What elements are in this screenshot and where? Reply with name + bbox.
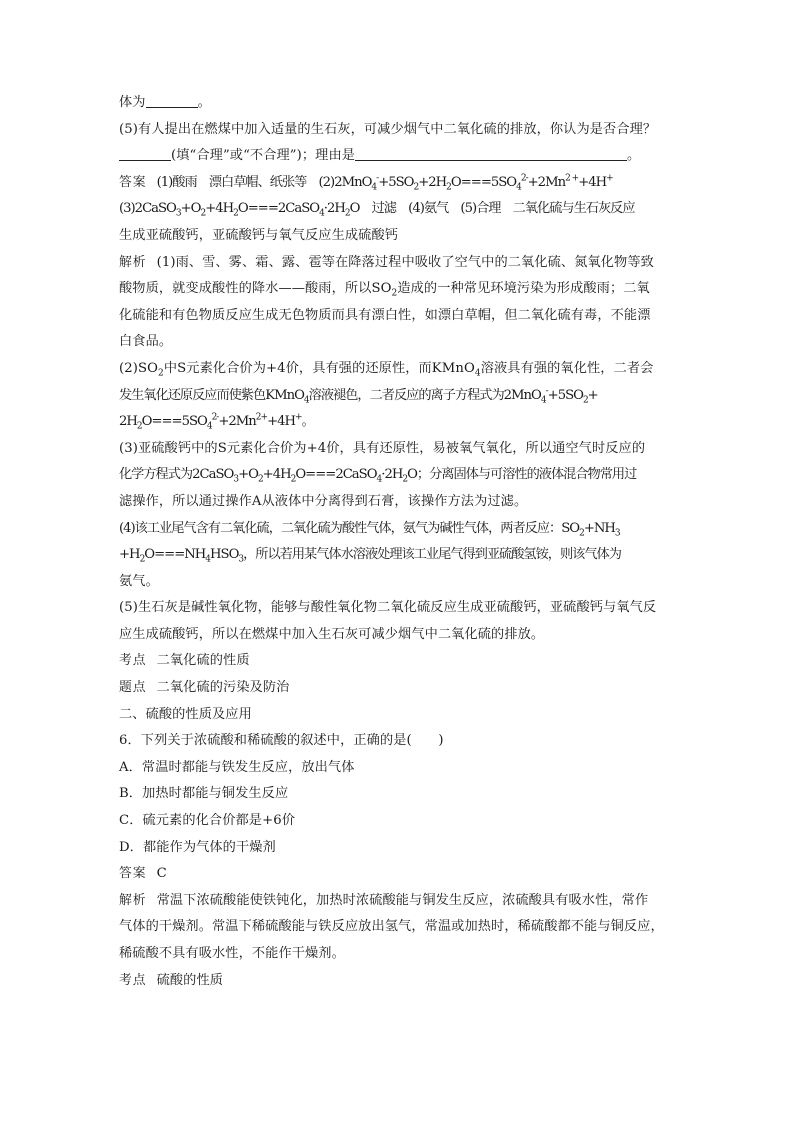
subscript: 2: [200, 209, 206, 220]
analysis-label: 解析: [119, 892, 147, 908]
subscript: 3: [238, 554, 244, 565]
subscript: 4: [516, 182, 521, 193]
text: (4)该工业尾气含有二氧化硫，二氧化硫为酸性气体，氨气为碱性气体，两者反应：SO: [119, 520, 580, 536]
text: O===2CaSO: [295, 467, 377, 483]
text: ·2H: [323, 201, 345, 217]
analysis-p3-line-2: [119, 462, 679, 489]
subscript: 4: [540, 395, 546, 406]
q5-line-3: [119, 143, 679, 170]
kaodian-line: [119, 648, 679, 675]
q6-option-a[interactable]: A．常温时都能与铁发生反应，放出气体: [119, 759, 355, 775]
kaodian-label: 考点: [119, 972, 147, 988]
analysis-p4-line-3: 氨气。: [119, 573, 159, 589]
subscript: 4: [319, 209, 324, 220]
text: (3)2CaSO: [119, 201, 176, 217]
text: 溶液褪色，二者反应的离子方程式为2MnO: [308, 387, 541, 403]
answer-label: 答案: [119, 866, 147, 882]
superscript: 2+: [255, 412, 268, 423]
text: O 过滤 (4)氨气 (5)合理 二氧化硫与生石灰反应: [349, 201, 635, 217]
analysis-label: 解析: [119, 254, 147, 270]
reason-blank[interactable]: [355, 146, 627, 161]
text: 发生氧化还原反应而使紫色KMnO: [119, 387, 304, 403]
text: (填“合理”或“不合理”)；理由是: [171, 148, 356, 164]
subscript: 3: [233, 474, 239, 485]
q6-stem: 6．下列关于浓硫酸和稀硫酸的叙述中，正确的是( ): [119, 733, 444, 749]
text: 硫酸的性质: [156, 972, 224, 988]
superscript: 2-: [211, 412, 219, 423]
text: +5SO: [378, 174, 414, 190]
subscript: 4: [371, 182, 377, 193]
subscript: 2: [158, 368, 164, 379]
answer-label: 答案: [119, 174, 147, 190]
text: 常温下浓硫酸能使铁钝化，加热时浓硫酸能与铜发生反应，浓硫酸具有吸水性，常作: [156, 892, 649, 908]
text: O===NH: [144, 547, 206, 563]
subscript: 2: [257, 474, 263, 485]
tidian-line: [119, 675, 679, 702]
analysis-p1-line-3: 化硫能和有色物质反应生成无色物质而具有漂白性，如漂白草帽，但二氧化硫有毒，不能漂: [119, 307, 651, 323]
answer-value: C: [156, 866, 167, 882]
answer-line-3: 生成亚硫酸钙，亚硫酸钙与氧气反应生成硫酸钙: [119, 227, 399, 243]
subscript: 2: [233, 209, 238, 220]
text: O===5SO: [450, 174, 517, 190]
q6-analysis-line-1: [119, 888, 679, 915]
text: 酸物质，就变成酸性的降水——酸雨，所以SO: [119, 281, 392, 297]
text: +2H: [418, 174, 447, 190]
analysis-p5-line-2: 应生成硫酸钙，所以在燃煤中加入生石灰可减少烟气中二氧化硫的排放。: [119, 626, 545, 642]
analysis-p1-line-4: 白食品。: [119, 334, 173, 350]
text: O===5SO: [141, 414, 207, 430]
subscript: 2: [446, 182, 451, 193]
superscript: 2 +: [565, 173, 579, 184]
text: 。: [301, 414, 314, 430]
superscript: 2-: [520, 173, 528, 184]
analysis-p3-line-3: 滤操作，所以通过操作A从液体中分离得到石膏，该操作方法为过滤。: [119, 493, 528, 509]
text: ·2H: [381, 467, 403, 483]
q6-option-b[interactable]: B．加热时都能与铜发生反应: [119, 786, 289, 802]
subscript: 2: [136, 421, 142, 432]
subscript: 4: [205, 554, 211, 565]
analysis-p5-line-1: (5)生石灰是碱性氧化物，能够与酸性氧化物二氧化硫反应生成亚硫酸钙，亚硫酸钙与氧气反: [119, 600, 657, 616]
text: 。: [197, 95, 211, 110]
q6-answer-line: [119, 861, 679, 888]
text: O；分离固体与可溶性的液体混合物常用过: [407, 467, 637, 483]
text: +4H: [262, 467, 291, 483]
analysis-p4-line-1: [119, 516, 679, 543]
subscript: 4: [376, 474, 382, 485]
text: HSO: [210, 547, 239, 563]
subscript: 3: [175, 209, 181, 220]
q6-kaodian-line: [119, 968, 679, 995]
kaodian-label: 考点: [119, 653, 147, 669]
text: +: [587, 387, 598, 403]
text: +2Mn: [218, 414, 256, 430]
text: 二氧化硫的性质: [156, 653, 250, 669]
subscript: 2: [582, 395, 588, 406]
q6-option-c[interactable]: C．硫元素的化合价都是+6价: [119, 813, 295, 829]
subscript: 4: [206, 421, 212, 432]
analysis-p2-line-1: [119, 356, 679, 383]
analysis-p2-line-3: [119, 409, 679, 436]
answer-line-2: [119, 196, 679, 223]
subscript: 2: [344, 209, 350, 220]
q6-analysis-line-2: 气体的干燥剂。常温下稀硫酸能与铁反应放出氢气，常温或加热时，稀硫酸都不能与铜反应，: [119, 919, 664, 935]
section-title: 二、硫酸的性质及应用: [119, 706, 252, 722]
subscript: 3: [614, 528, 620, 539]
text: 化学方程式为2CaSO: [119, 467, 234, 483]
text: (2)SO: [119, 360, 159, 376]
text: 。: [627, 148, 641, 164]
q5-question-5: (5)有人提出在燃煤中加入适量的生石灰，可减少烟气中二氧化硫的排放，你认为是否合理？: [119, 121, 657, 137]
text: ，所以若用某气体水溶液处理该工业尾气得到亚硫酸氢铵，则该气体为: [243, 547, 621, 563]
text: +2Mn: [527, 174, 566, 190]
answer-blank[interactable]: [146, 93, 198, 108]
text: +O: [180, 201, 201, 217]
answer-blank[interactable]: [119, 146, 171, 161]
subscript: 2: [579, 528, 584, 539]
text: 造成的一种常见环境污染为形成酸雨；二氧: [397, 281, 650, 297]
text: 中S元素化合价为+4价，具有强的还原性，而KMnO: [163, 360, 475, 376]
subscript: 2: [413, 182, 419, 193]
text: 体为: [119, 95, 146, 110]
text: 2H: [119, 414, 137, 430]
subscript: 2: [402, 474, 408, 485]
text: 溶液具有强的氧化性，二者会: [480, 360, 654, 376]
text: (1)酸雨 漂白草帽、纸张等 (2)2MnO: [156, 174, 372, 190]
q6-option-d[interactable]: D．都能作为气体的干燥剂: [119, 839, 276, 855]
subscript: 4: [303, 395, 309, 406]
superscript: +: [295, 412, 302, 423]
text: O===2CaSO: [237, 201, 320, 217]
analysis-p4-line-2: [119, 542, 679, 569]
q5-line-1: [119, 90, 679, 117]
text: (1)雨、雪、雾、霜、露、雹等在降落过程中吸收了空气中的二氧化硫、氮氧化物等致: [156, 254, 654, 270]
analysis-p2-line-2: [119, 383, 679, 410]
analysis-p1-line-1: [119, 250, 679, 277]
subscript: 2: [139, 554, 145, 565]
subscript: 4: [474, 368, 481, 379]
text: +H: [119, 547, 140, 563]
subscript: 2: [290, 474, 296, 485]
text: +O: [238, 467, 258, 483]
text: +4H: [205, 201, 234, 217]
analysis-p3-line-1: (3)亚硫酸钙中的S元素化合价为+4价，具有还原性，易被氧气氧化，所以通空气时反应的: [119, 440, 646, 456]
text: +4H: [578, 174, 607, 190]
q6-analysis-line-3: 稀硫酸不具有吸水性，不能作干燥剂。: [119, 946, 345, 961]
answer-line-1: [119, 170, 679, 197]
text: 二氧化硫的污染及防治: [156, 680, 290, 696]
subscript: 2: [391, 288, 398, 299]
superscript: +: [606, 173, 613, 184]
document-page: [119, 90, 679, 994]
analysis-p1-line-2: [119, 276, 679, 303]
superscript: -: [376, 173, 379, 184]
superscript: -: [545, 386, 548, 397]
text: +NH: [583, 520, 615, 536]
text: +5SO: [547, 387, 583, 403]
tidian-label: 题点: [119, 680, 147, 696]
text: +4H: [267, 414, 296, 430]
